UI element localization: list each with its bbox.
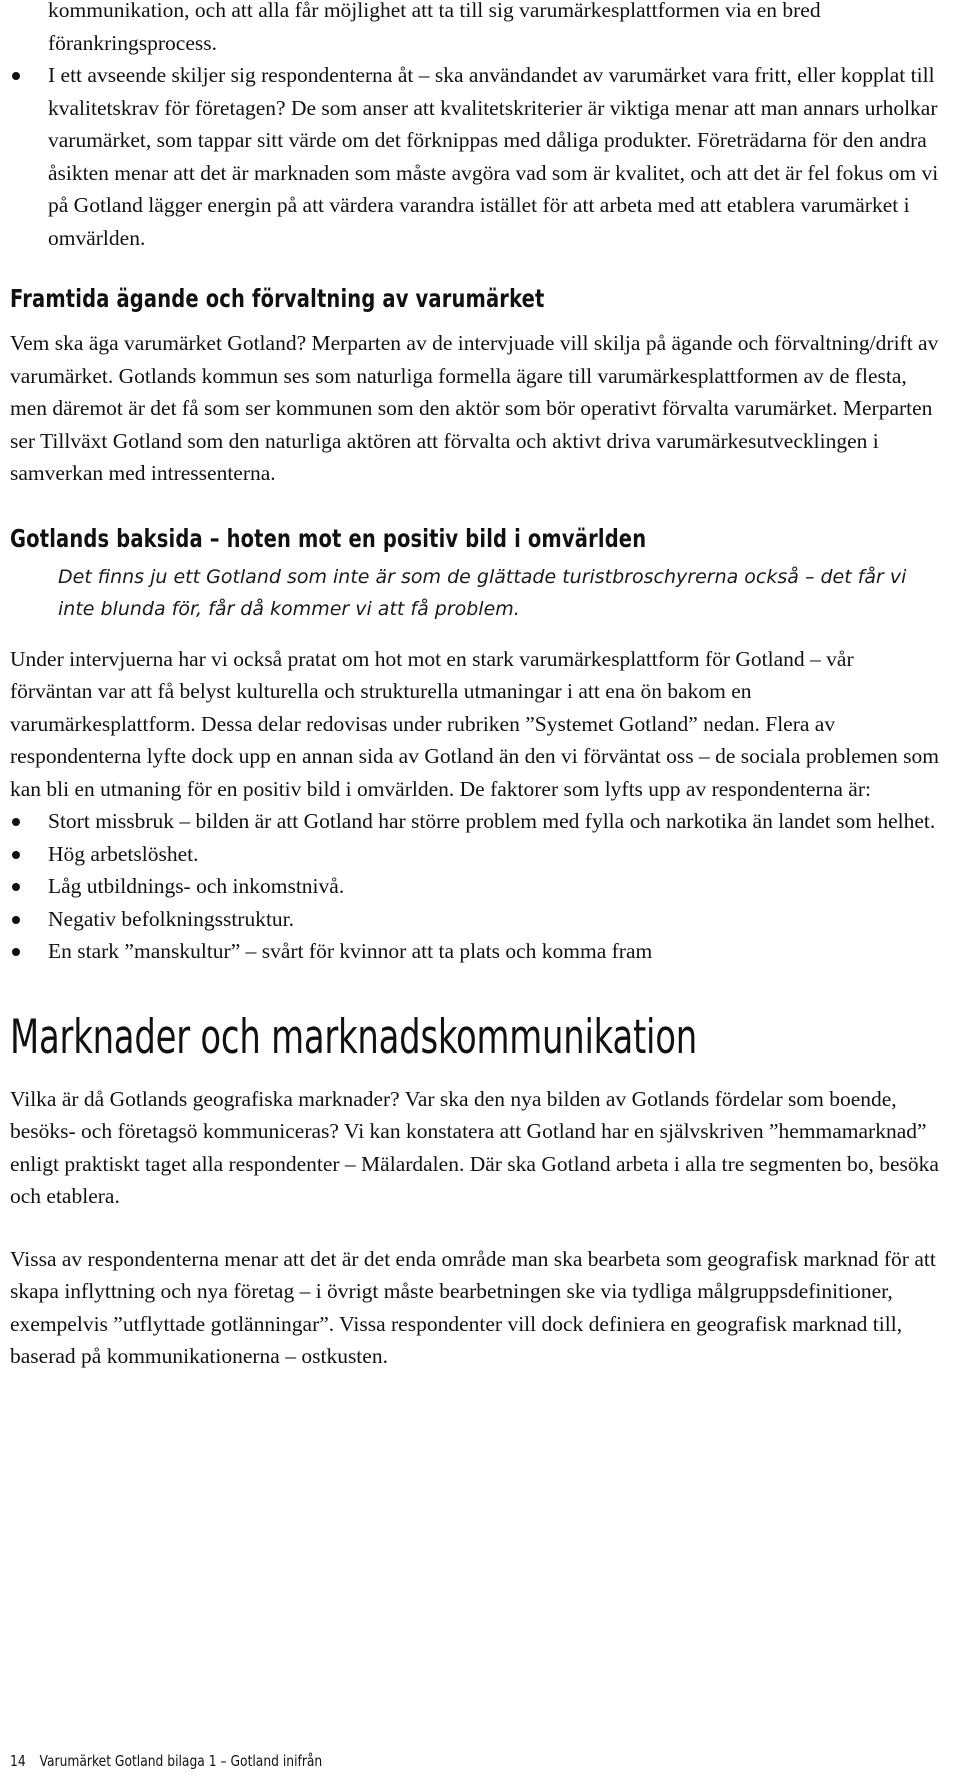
- bullet-continuation-text: kommunikation, och att alla får möjlighet att ta till sig varumärkesplattformen via en bred förankringsprocess.: [48, 0, 821, 55]
- markets-paragraph-1: Vilka är då Gotlands geografiska marknader? Var ska den nya bilden av Gotlands fördelar som boende, besöks- och företagsö kommuniceras? Vi kan konstatera att Gotland har en självskriven ”hemmamarknad” enligt praktiskt taget alla respondenter – Mälardalen. Där ska Gotland arbeta i alla tre segmenten bo, besöka och etablera.: [10, 1086, 939, 1208]
- list-item: [10, 870, 940, 903]
- list-item: [10, 59, 940, 254]
- list-item: [10, 805, 940, 838]
- list-item: [10, 0, 940, 59]
- page-footer: [10, 1752, 322, 1770]
- bullet-icon: [12, 72, 20, 80]
- bullet-text: Negativ befolkningsstruktur.: [48, 906, 295, 931]
- backside-paragraph: Under intervjuerna har vi också pratat om hot mot en stark varumärkesplattform för Gotland – vår förväntan var att få belyst kulturella och strukturella utmaningar i att ena ön bakom en varumärkesplattform. Dessa delar redovisas under rubriken ”Systemet Gotland” nedan. Flera av respondenterna lyfte dock upp en annan sida av Gotland än den vi förväntat oss – de sociala problemen som kan bli en utmaning för en positiv bild i omvärlden. De faktorer som lyfts upp av respondenterna är:: [10, 646, 940, 801]
- factor-bullet-list: [10, 805, 940, 968]
- list-item: [10, 935, 940, 968]
- bullet-icon: [12, 916, 20, 924]
- bullet-text: Låg utbildnings- och inkomstnivå.: [48, 874, 345, 898]
- markets-paragraph-2: Vissa av respondenterna menar att det är det enda område man ska bearbeta som geografisk marknad för att skapa inflyttning och nya företag – i övrigt måste bearbetningen ske via tydliga målgruppsdefinitioner, exempelvis ”utflyttade gotlänningar”. Vissa respondenter vill dock definiera en geografisk marknad till, baserad på kommunikationerna – ostkusten.: [10, 1246, 936, 1368]
- pull-quote: Det finns ju ett Gotland som inte är som de glättade turistbroschyrerna också – det får vi inte blunda för, får då kommer vi att få problem.: [58, 565, 907, 620]
- list-item: [10, 903, 940, 936]
- bullet-text: En stark ”manskultur” – svårt för kvinnor att ta plats och komma fram: [48, 939, 653, 963]
- page-content: [10, 0, 940, 1373]
- page-number: 14: [10, 1752, 26, 1770]
- section-heading-backside: Gotlands baksida – hoten mot en positiv bild i omvärlden: [10, 523, 647, 553]
- bullet-icon: [12, 948, 20, 956]
- chapter-heading-markets: Marknader och marknadskommunikation: [10, 1009, 697, 1065]
- bullet-text: Hög arbetslöshet.: [48, 841, 199, 866]
- footer-title: Varumärket Gotland bilaga 1 – Gotland inifrån: [39, 1752, 323, 1770]
- bullet-icon: [12, 851, 20, 859]
- bullet-icon: [12, 883, 20, 891]
- list-item: [10, 838, 940, 871]
- bullet-text: I ett avseende skiljer sig respondenterna åt – ska användandet av varumärket vara fritt, eller kopplat till kvalitetskrav för företagen? De som anser att kvalitetskriterier är viktiga menar att man annars urholkar varumärket, som tappar sitt värde om det förknippas med dåliga produkter. Företrädarna för den andra åsikten menar att det är marknaden som måste avgöra vad som är kvalitet, och att det är fel fokus om vi på Gotland lägger energin på att värdera varandra istället för att arbeta med att etablera varumärket i omvärlden.: [48, 63, 939, 250]
- top-bullet-list: [10, 0, 940, 254]
- bullet-text: Stort missbruk – bilden är att Gotland har större problem med fylla och narkotika än landet som helhet.: [48, 809, 936, 833]
- section-heading-ownership: Framtida ägande och förvaltning av varumärket: [10, 284, 545, 313]
- bullet-icon: [12, 818, 20, 826]
- ownership-paragraph: Vem ska äga varumärket Gotland? Merparten av de intervjuade vill skilja på ägande och förvaltning/drift av varumärket. Gotlands kommun ses som naturliga formella ägare till varumärkesplattformen av de flesta, men däremot är det få som ser kommunen som den aktör som bör operativt förvalta varumärket. Merparten ser Tillväxt Gotland som den naturliga aktören att förvalta och aktivt driva varumärkesutvecklingen i samverkan med intressenterna.: [10, 331, 939, 485]
